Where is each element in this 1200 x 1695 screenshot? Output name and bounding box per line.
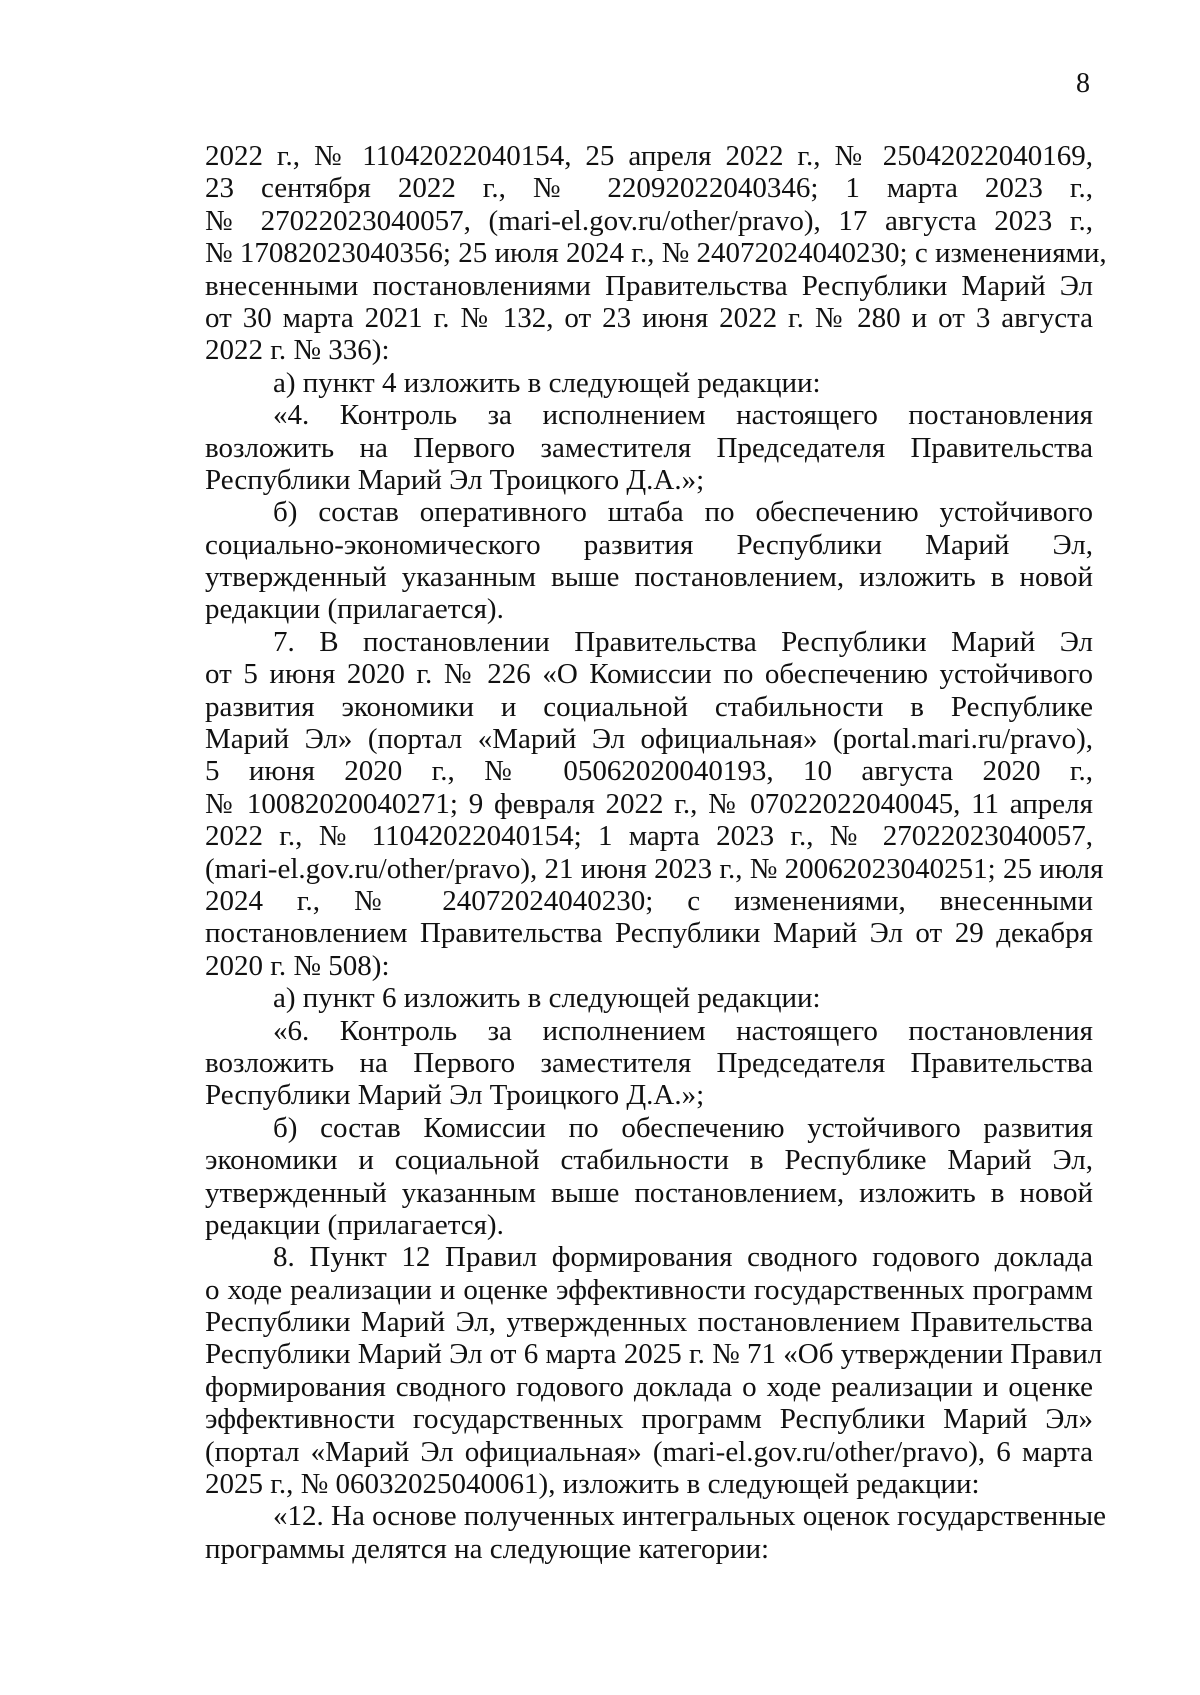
- text-line: 7. В постановлении Правительства Республики Марий Эл: [273, 625, 1093, 658]
- text-line: социально-экономического развития Республики Марий Эл,: [205, 528, 1093, 561]
- text-line: редакции (прилагается).: [205, 593, 504, 626]
- text-line: экономики и социальной стабильности в Республике Марий Эл,: [205, 1144, 1093, 1177]
- text-line: 2020 г. № 508):: [205, 949, 390, 982]
- text-line: 2022 г., № 11042022040154, 25 апреля 2022 г., № 25042022040169,: [205, 140, 1093, 172]
- text-line: постановлением Правительства Республики Марий Эл от 29 декабря: [205, 917, 1093, 950]
- text-line: эффективности государственных программ Республики Марий Эл»: [205, 1403, 1093, 1436]
- text-line: от 30 марта 2021 г. № 132, от 23 июня 2022 г. № 280 и от 3 августа: [205, 301, 1093, 334]
- text-line: «12. На основе полученных интегральных оценок государственные: [273, 1500, 1106, 1533]
- text-line: «6. Контроль за исполнением настоящего постановления: [273, 1014, 1093, 1047]
- text-line: 5 июня 2020 г., № 05062020040193, 10 августа 2020 г.,: [205, 755, 1093, 788]
- text-line: № 10082020040271; 9 февраля 2022 г., № 07022022040045, 11 апреля: [205, 787, 1093, 820]
- text-line: от 5 июня 2020 г. № 226 «О Комиссии по обеспечению устойчивого: [205, 658, 1093, 691]
- text-line: б) состав оперативного штаба по обеспечению устойчивого: [273, 496, 1093, 529]
- text-line: возложить на Первого заместителя Председателя Правительства: [205, 1046, 1093, 1079]
- text-line: о ходе реализации и оценке эффективности государственных программ: [205, 1273, 1093, 1306]
- text-line: а) пункт 6 изложить в следующей редакции:: [273, 982, 821, 1015]
- text-line: утвержденный указанным выше постановлением, изложить в новой: [205, 1176, 1093, 1209]
- page-number: 8: [1076, 68, 1090, 99]
- document-body: [205, 140, 1107, 1565]
- text-line: Республики Марий Эл от 6 марта 2025 г. № 71 «Об утверждении Правил: [205, 1338, 1103, 1371]
- text-line: б) состав Комиссии по обеспечению устойчивого развития: [273, 1111, 1093, 1144]
- text-line: (портал «Марий Эл официальная» (mari-el.gov.ru/other/pravo), 6 марта: [205, 1435, 1093, 1468]
- text-line: утвержденный указанным выше постановлением, изложить в новой: [205, 561, 1093, 594]
- text-line: возложить на Первого заместителя Председателя Правительства: [205, 431, 1093, 464]
- text-line: 2024 г., № 24072024040230; с изменениями, внесенными: [205, 884, 1093, 917]
- text-line: внесенными постановлениями Правительства Республики Марий Эл: [205, 269, 1093, 302]
- text-line: Марий Эл» (портал «Марий Эл официальная» (portal.mari.ru/pravo),: [205, 723, 1093, 756]
- text-line: Республики Марий Эл Троицкого Д.А.»;: [205, 1079, 705, 1112]
- text-line: 2022 г., № 11042022040154; 1 марта 2023 г., № 27022023040057,: [205, 820, 1093, 853]
- text-line: развития экономики и социальной стабильности в Республике: [205, 690, 1093, 723]
- text-line: формирования сводного годового доклада о ходе реализации и оценке: [205, 1370, 1093, 1403]
- text-line: Республики Марий Эл Троицкого Д.А.»;: [205, 463, 705, 496]
- text-line: а) пункт 4 изложить в следующей редакции:: [273, 366, 821, 399]
- text-line: № 17082023040356; 25 июля 2024 г., № 24072024040230; с изменениями,: [205, 237, 1107, 270]
- text-line: (mari-el.gov.ru/other/pravo), 21 июня 2023 г., № 20062023040251; 25 июля: [205, 852, 1104, 885]
- text-line: 23 сентября 2022 г., № 22092022040346; 1 марта 2023 г.,: [205, 172, 1093, 205]
- text-line: 8. Пункт 12 Правил формирования сводного годового доклада: [273, 1241, 1093, 1274]
- text-line: редакции (прилагается).: [205, 1208, 504, 1241]
- text-line: Республики Марий Эл, утвержденных постановлением Правительства: [205, 1306, 1093, 1339]
- text-line: 2022 г. № 336):: [205, 334, 390, 367]
- text-line: «4. Контроль за исполнением настоящего постановления: [273, 399, 1093, 432]
- text-line: 2025 г., № 06032025040061), изложить в следующей редакции:: [205, 1468, 980, 1501]
- text-line: № 27022023040057, (mari-el.gov.ru/other/pravo), 17 августа 2023 г.,: [205, 204, 1093, 237]
- text-line: программы делятся на следующие категории:: [205, 1532, 770, 1565]
